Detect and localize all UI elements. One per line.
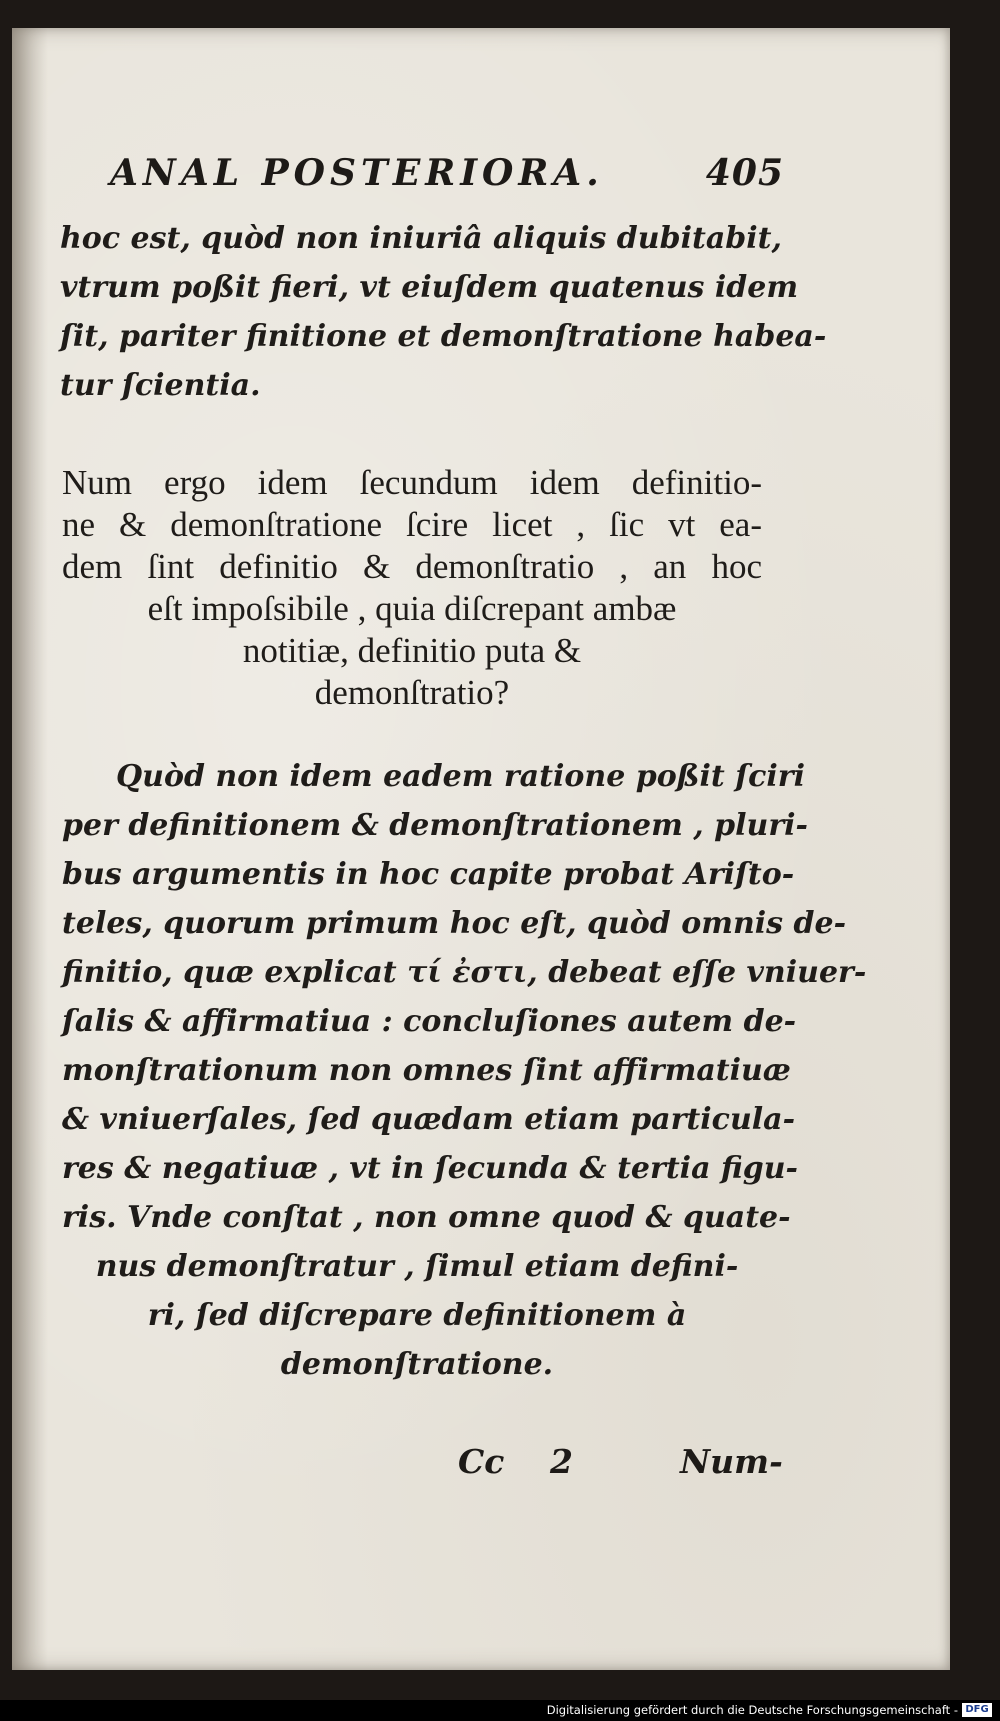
signature-mark: Cc [458,1442,505,1481]
intro-paragraph [60,214,827,410]
page-gutter-shadow [12,28,48,1670]
text-line: Quòd non idem eadem ratione poßit ſciri [116,759,805,794]
digitization-credit: Digitalisierung gefördert durch die Deutsche Forschungsgemeinschaft - [546,1703,958,1717]
text-line: res & negatiuæ , vt in ſecunda & tertia figu- [62,1151,799,1186]
text-line: tur ſcientia. [60,368,261,403]
text-line: finitio, quæ explicat τί ἐστι, debeat eſſe vniuer- [62,955,867,990]
signature-number: 2 [550,1442,573,1481]
text-line: demonſtratio? [314,673,510,712]
text-line: eſt impoſsibile , quia diſcrepant ambæ [147,589,677,628]
page-number: 405 [705,152,784,194]
text-line: ri, ſed diſcrepare definitionem à [147,1298,687,1333]
text-line: ne & demonſtratione ſcire licet , ſic vt ea- [62,505,762,544]
answer-paragraph [62,752,867,1389]
text-line: bus argumentis in hoc capite probat Ariſto- [62,857,795,892]
text-line: & vniuerſales, ſed quædam etiam particula- [62,1102,796,1137]
running-head [110,128,784,198]
text-line: ris. Vnde conſtat , non omne quod & quate- [62,1200,791,1235]
question-paragraph [62,462,762,714]
dfg-logo: DFG [962,1703,992,1717]
text-line: notitiæ, definitio puta & [242,631,582,670]
text-line: Num ergo idem ſecundum idem definitio- [62,463,762,502]
text-line: ſit, pariter finitione et demonſtratione habea- [60,319,827,354]
book-page [12,28,950,1670]
text-line: teles, quorum primum hoc eſt, quòd omnis de- [62,906,847,941]
text-line: ſalis & affirmatiua : concluſiones autem de- [62,1004,797,1039]
text-line: vtrum poßit fieri, vt eiuſdem quatenus idem [60,270,799,305]
running-title: ANAL POSTERIORA. [110,152,604,194]
text-line: monſtrationum non omnes ſint affirmatiuæ [62,1053,791,1088]
text-line: per definitionem & demonſtrationem , pluri- [62,808,808,843]
catchword: Num- [680,1442,783,1481]
text-line: nus demonſtratur , ſimul etiam defini- [95,1249,739,1284]
text-line: demonſtratione. [280,1347,554,1382]
text-line: dem ſint definitio & demonſtratio , an hoc [62,547,762,586]
text-line: hoc est, quòd non iniuriâ aliquis dubitabit, [60,221,782,256]
